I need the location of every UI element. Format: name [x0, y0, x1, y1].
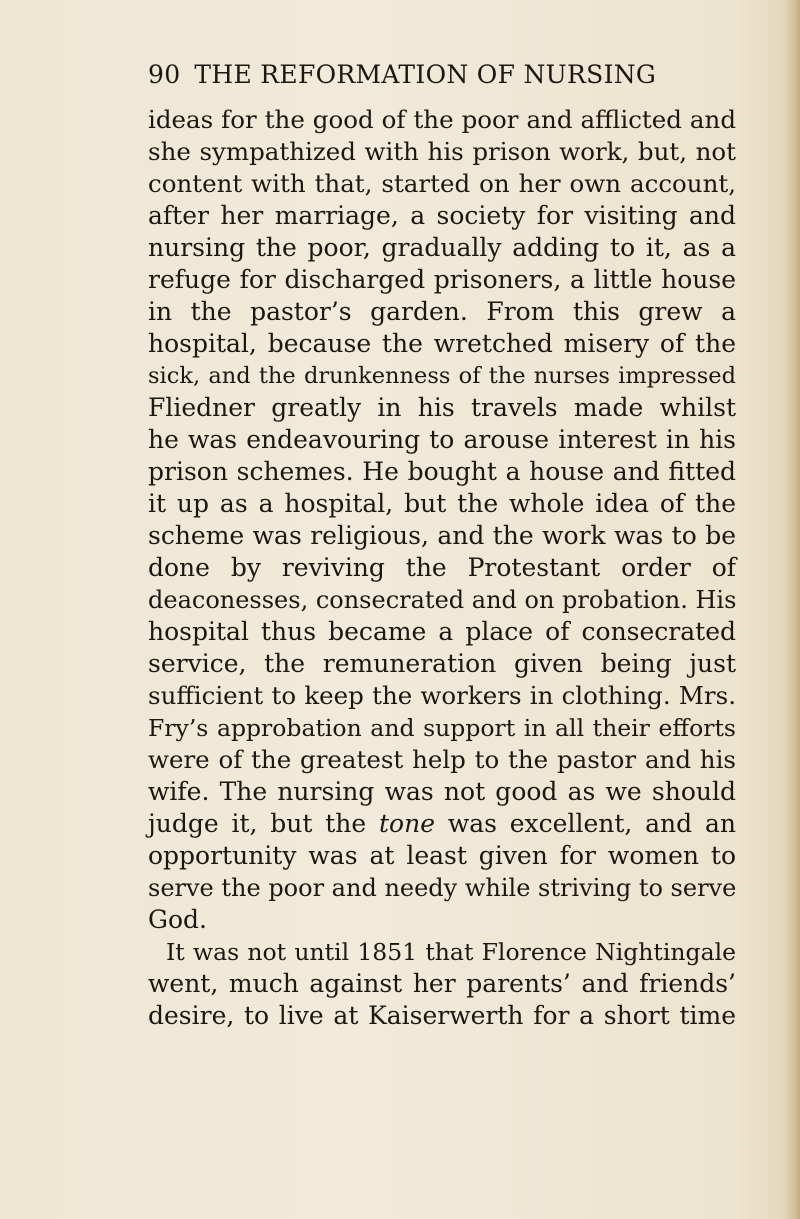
text-line: sick, and the drunkenness of the nurses impressed [148, 363, 736, 389]
text-line: Fry’s approbation and support in all their efforts [148, 714, 736, 742]
text-line: hospital, because the wretched misery of the [148, 329, 736, 358]
text-line: service, the remuneration given being just [148, 649, 736, 678]
text-line: went, much against her parents’ and friends’ [148, 969, 736, 998]
text-line: content with that, started on her own account, [148, 169, 736, 198]
running-header [148, 60, 656, 89]
body-text [148, 104, 736, 1032]
text-line: Fliedner greatly in his travels made whilst [148, 393, 736, 422]
text-line: were of the greatest help to the pastor and his [148, 745, 736, 774]
text-line-with-italic [148, 808, 736, 840]
text-line: she sympathized with his prison work, but, not [148, 137, 736, 166]
text-line: desire, to live at Kaiserwerth for a short time [148, 1001, 736, 1030]
text-line: done by reviving the Protestant order of [148, 553, 736, 582]
text-line: it up as a hospital, but the whole idea of the [148, 489, 736, 518]
text-line: It was not until 1851 that Florence Nightingale [166, 938, 736, 966]
text-line: sufficient to keep the workers in clothing. Mrs. [148, 681, 736, 710]
page-edge-shadow [782, 0, 800, 1219]
text-line: after her marriage, a society for visiting and [148, 201, 736, 230]
text-line: in the pastor’s garden. From this grew a [148, 297, 736, 326]
line-segment: was excellent, and an [435, 809, 736, 838]
text-line: refuge for discharged prisoners, a little house [148, 265, 736, 294]
text-line: deaconesses, consecrated and on probation. His [148, 586, 737, 614]
page-number: 90 [148, 60, 181, 89]
text-line: hospital thus became a place of consecrated [148, 617, 736, 646]
text-line: ideas for the good of the poor and afflicted and [148, 105, 736, 134]
text-line: opportunity was at least given for women to [148, 841, 736, 870]
text-line: scheme was religious, and the work was to be [148, 521, 736, 550]
text-line: serve the poor and needy while striving to serve [148, 874, 737, 902]
line-segment: judge it, but the [148, 809, 379, 838]
text-line: prison schemes. He bought a house and fitted [148, 457, 736, 486]
text-line: wife. The nursing was not good as we should [148, 777, 736, 806]
italic-word: tone [379, 809, 435, 838]
text-line: he was endeavouring to arouse interest in his [148, 425, 736, 454]
running-title: THE REFORMATION OF NURSING [194, 60, 657, 89]
text-line: nursing the poor, gradually adding to it, as a [148, 233, 736, 262]
paragraph-end-line: God. [148, 905, 207, 934]
